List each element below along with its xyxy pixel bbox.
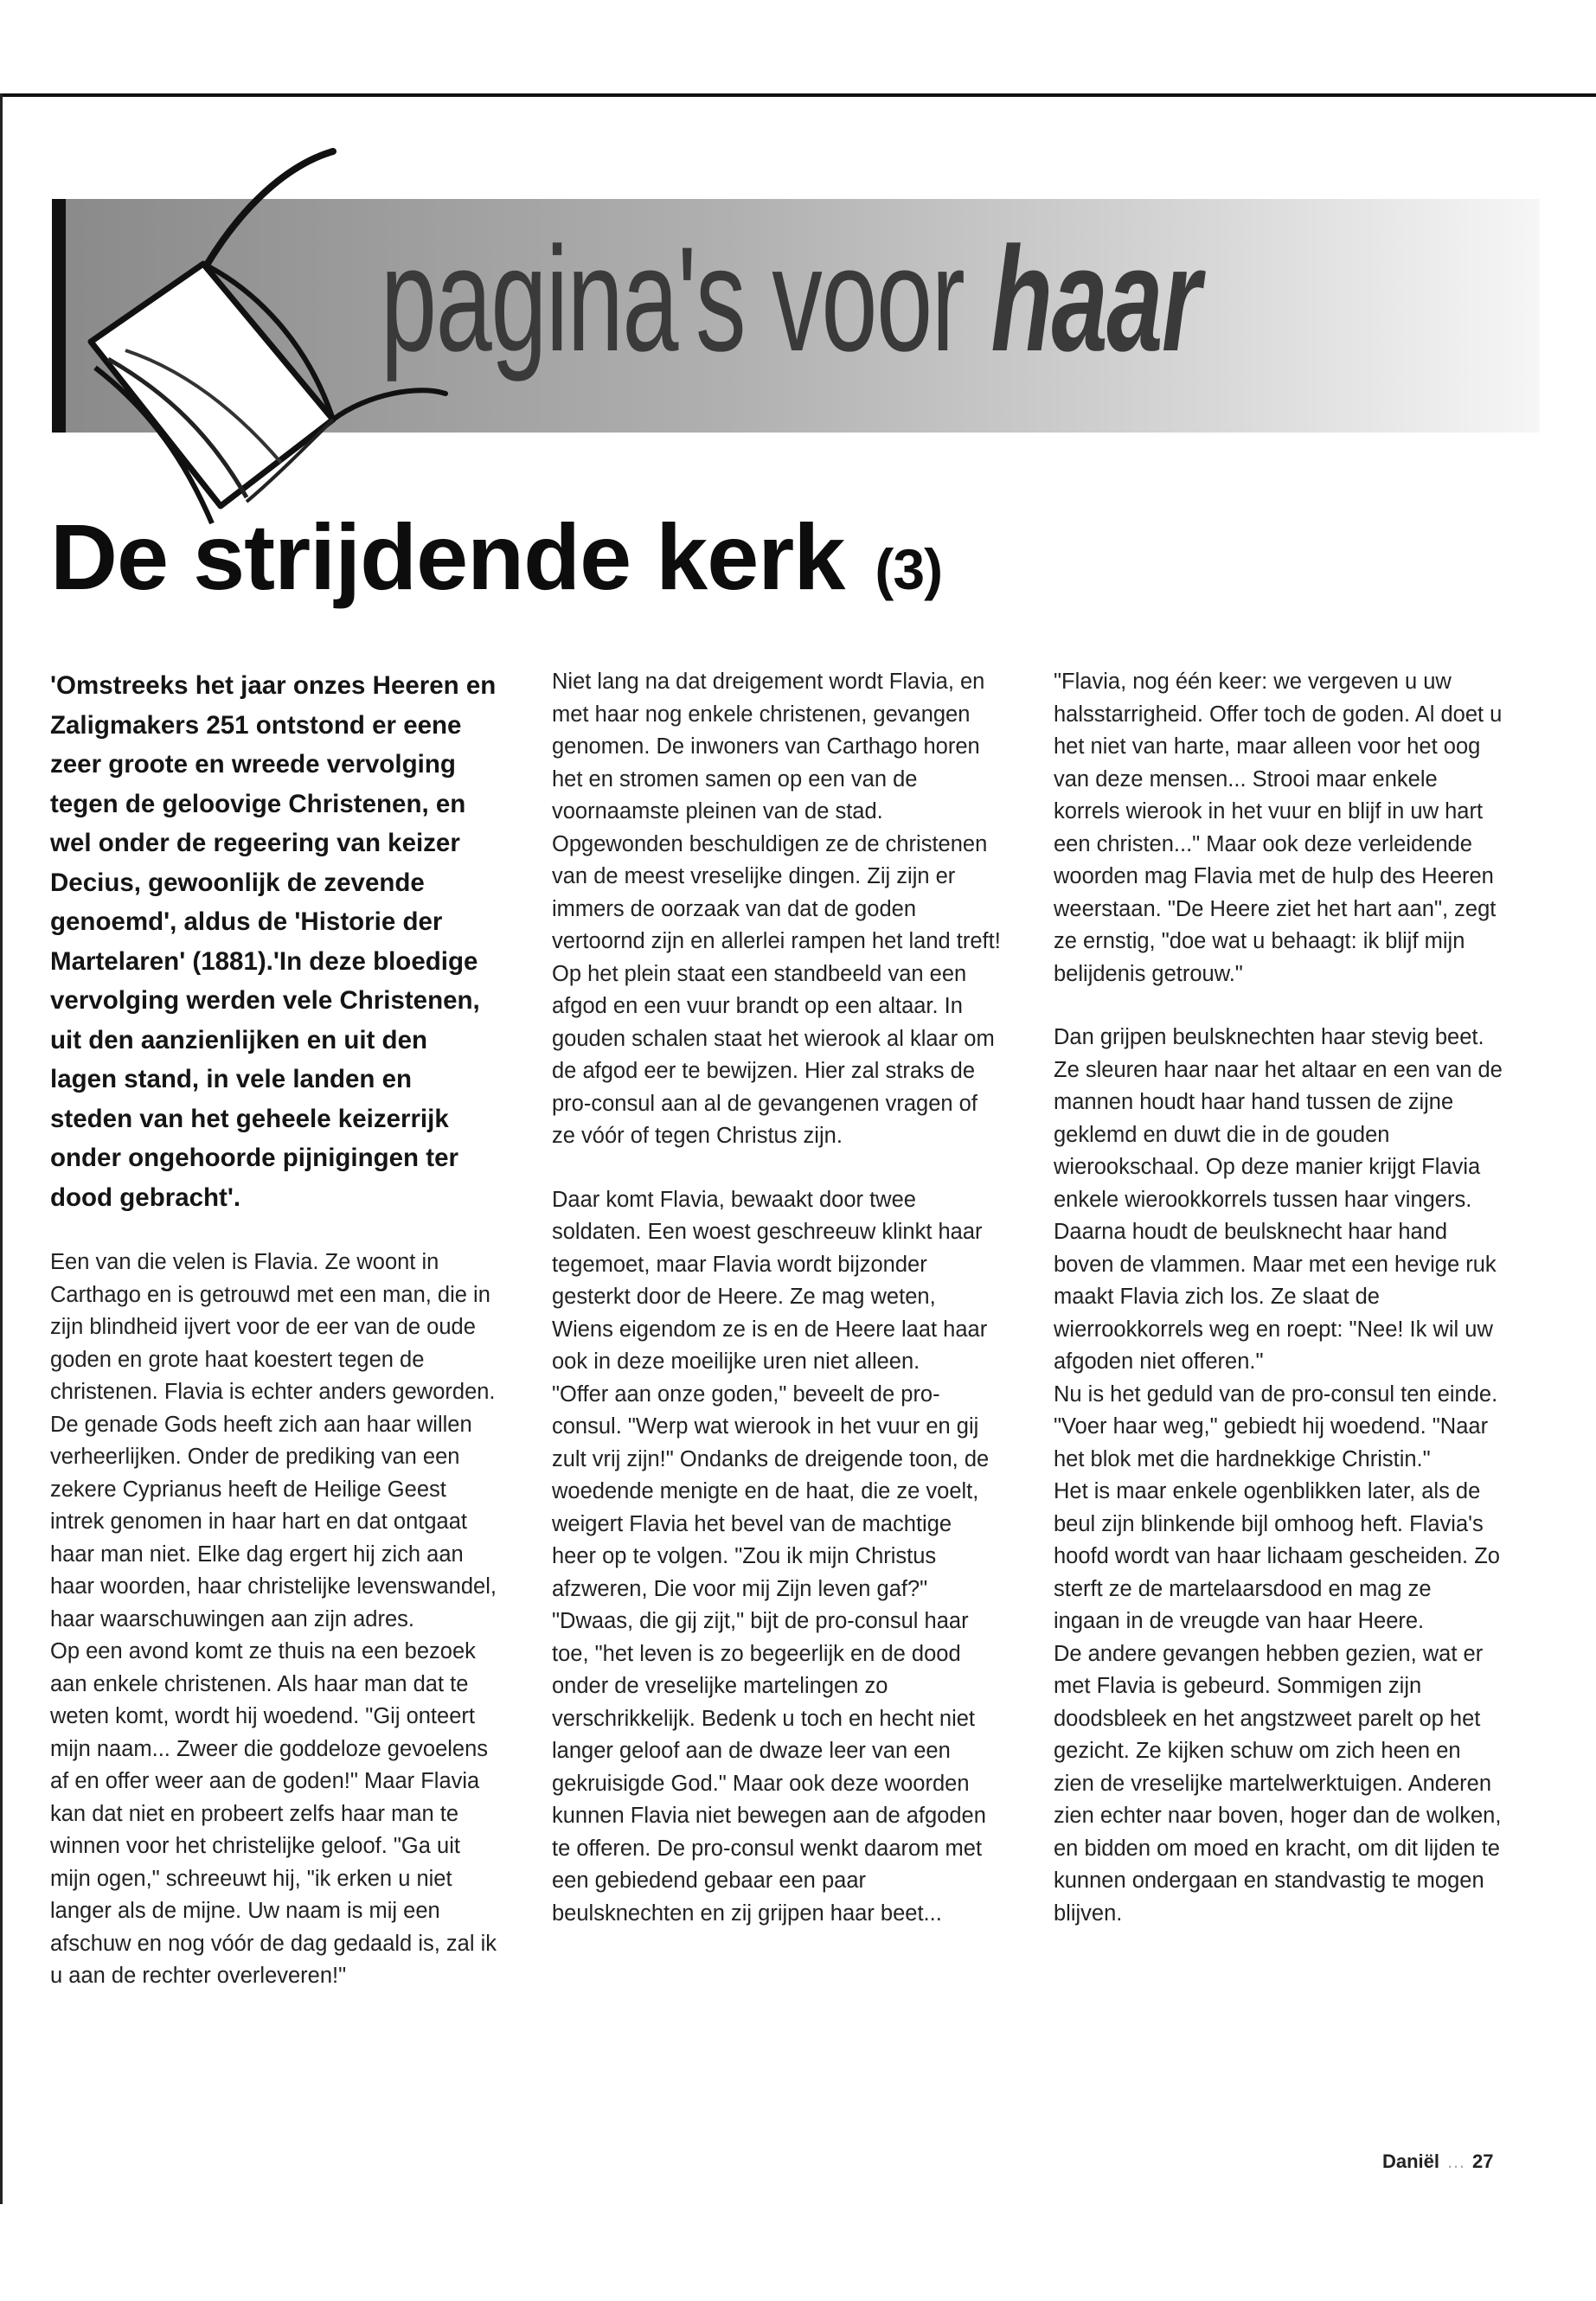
column-2 [552, 666, 1002, 1930]
headline-part-number: (3) [875, 537, 943, 601]
body-paragraph: "Flavia, nog één keer: we vergeven u uw halsstarrigheid. Offer toch de goden. Al doet u het niet van harte, maar alleen voor het oog van deze mensen... Strooi maar enkele korrels wierook in het vuur en blijf in uw hart een christen..." Maar ook deze verleidende woorden mag Flavia met de hulp des Heeren weerstaan. "De Heere ziet het hart aan", zegt ze ernstig, "doe wat u behaagt: ik blijf mijn belijdenis getrouw." [1054, 670, 1503, 986]
body-paragraph: De andere gevangen hebben gezien, wat er met Flavia is gebeurd. Sommigen zijn doodsbleek en het angstzweet parelt op het gezicht. Ze kijken schuw om zich heen en zien de vreselijke martelwerktuigen. Anderen zien echter naar boven, hoger dan de wolken, en bidden om moed en kracht, om dit lijden te kunnen ondergaan en standvastig te mogen blijven. [1054, 1641, 1502, 1926]
column-3 [1054, 666, 1503, 1930]
section-banner [52, 173, 1540, 433]
intro-paragraph: 'Omstreeks het jaar onzes Heeren en Zaligmakers 251 ontstond er eene zeer groote en wreede vervolging tegen de geloovige Christenen, en wel onder de regeering van keizer Decius, gewoonlijk de zevende genoemd', aldus de 'Historie der Martelaren' (1881).'In deze bloedige vervolging werden vele Christenen, uit den aanzienlijken en uit den lagen stand, in vele landen en steden van het geheele keizerrijk onder ongehoorde pijnigingen ter dood gebracht'. [50, 671, 497, 1212]
body-paragraph: "Offer aan onze goden," beveelt de pro-consul. "Werp wat wierook in het vuur en gij zult vrij zijn!" Ondanks de dreigende toon, de woedende menigte en de haat, die ze voelt, weigert Flavia het bevel van de machtige heer op te volgen. "Zou ik mijn Christus afzweren, Die voor mij Zijn leven gaf?" [552, 1381, 990, 1601]
body-paragraph: Niet lang na dat dreigement wordt Flavia, en met haar nog enkele christenen, gevangen genomen. De inwoners van Carthago horen het en stromen samen op een van de voornaamste pleinen van de stad. Opgewonden beschuldigen ze de christenen van de meest vreselijke dingen. Zij zijn er immers de oorzaak van dat de goden vertoornd zijn en allerlei rampen het land treft! [552, 670, 1001, 953]
body-paragraph: Op een avond komt ze thuis na een bezoek aan enkele christenen. Als haar man dat te weten komt, wordt hij woedend. "Gij onteert mijn naam... Zweer die goddeloze gevoelens af en offer weer aan de goden!" Maar Flavia kan dat niet en probeert zelfs haar man te winnen voor het christelijke geloof. "Ga uit mijn ogen," schreeuwt hij, "ik erken u niet langer als de mijne. Uw naam is mij een afschuw en nog vóór de dag gedaald is, zal ik u aan de rechter overleveren!" [50, 1639, 497, 1988]
body-paragraph: Een van die velen is Flavia. Ze woont in Carthago en is getrouwd met een man, die in zijn blindheid ijvert voor de eer van de oude goden en grote haat koestert tegen de christenen. Flavia is echter anders geworden. De genade Gods heeft zich aan haar willen verheerlijken. Onder de prediking van een zekere Cyprianus heeft de Heilige Geest intrek genomen in haar hart en dat ontgaat haar man niet. Elke dag ergert hij zich aan haar woorden, haar christelijke levenswandel, haar waarschuwingen aan zijn adres. [50, 1250, 497, 1631]
left-rule [0, 93, 3, 2204]
page-number: 27 [1472, 2150, 1494, 2172]
headline-text: De strijdende kerk [50, 504, 845, 609]
section-title [381, 216, 1201, 382]
body-paragraph: Nu is het geduld van de pro-consul ten einde. "Voer haar weg," gebiedt hij woedend. "Naar het blok met die hardnekkige Christin." [1054, 1381, 1498, 1471]
section-title-main: pagina's voor [381, 216, 965, 382]
top-rule [0, 93, 1596, 97]
body-paragraph: Het is maar enkele ogenblikken later, als de beul zijn blinkende bijl omhoog heft. Flavia's hoofd wordt van haar lichaam gescheiden. Zo sterft ze de martelaarsdood en mag ze ingaan in de vreugde van haar Heere. [1054, 1479, 1500, 1633]
column-1 [50, 666, 500, 1993]
article-headline [50, 504, 943, 609]
section-title-emphasis: haar [990, 216, 1201, 382]
body-paragraph: Op het plein staat een standbeeld van een afgod en een vuur brandt op een altaar. In gouden schalen staat het wierook al klaar om de afgod eer te bewijzen. Hier zal straks de pro-consul aan al de gevangenen vragen of ze vóór of tegen Christus zijn. [552, 961, 995, 1148]
body-paragraph: "Dwaas, die gij zijt," bijt de pro-consul haar toe, "het leven is zo begeerlijk en de dood onder de vreselijke martelingen zo verschrikkelijk. Bedenk u toch en hecht niet langer geloof aan de dwaze leer van een gekruisigde God." Maar ook deze woorden kunnen Flavia niet bewegen aan de afgoden te offeren. De pro-consul wenkt daarom met een gebiedend gebaar een paar beulsknechten en zij grijpen haar beet... [552, 1609, 986, 1926]
magazine-name: Daniël [1382, 2150, 1440, 2172]
footer-separator: … [1446, 2150, 1466, 2172]
body-paragraph: Dan grijpen beulsknechten haar stevig beet. Ze sleuren haar naar het altaar en een van de mannen houdt haar hand tussen de zijne geklemd en duwt die in de gouden wierookschaal. Op deze manier krijgt Flavia enkele wierookkorrels tussen haar vingers. Daarna houdt de beulsknecht haar hand boven de vlammen. Maar met een hevige ruk maakt Flavia zich los. Ze slaat de wierrookkorrels weg en roept: "Nee! Ik wil uw afgoden niet offeren." [1054, 1025, 1503, 1374]
page-footer [1382, 2150, 1494, 2173]
body-paragraph: Daar komt Flavia, bewaakt door twee soldaten. Een woest geschreeuw klinkt haar tegemoet, maar Flavia wordt bijzonder gesterkt door de Heere. Ze mag weten, Wiens eigendom ze is en de Heere laat haar ook in deze moeilijke uren niet alleen. [552, 1187, 988, 1374]
banner-bar [52, 199, 66, 433]
